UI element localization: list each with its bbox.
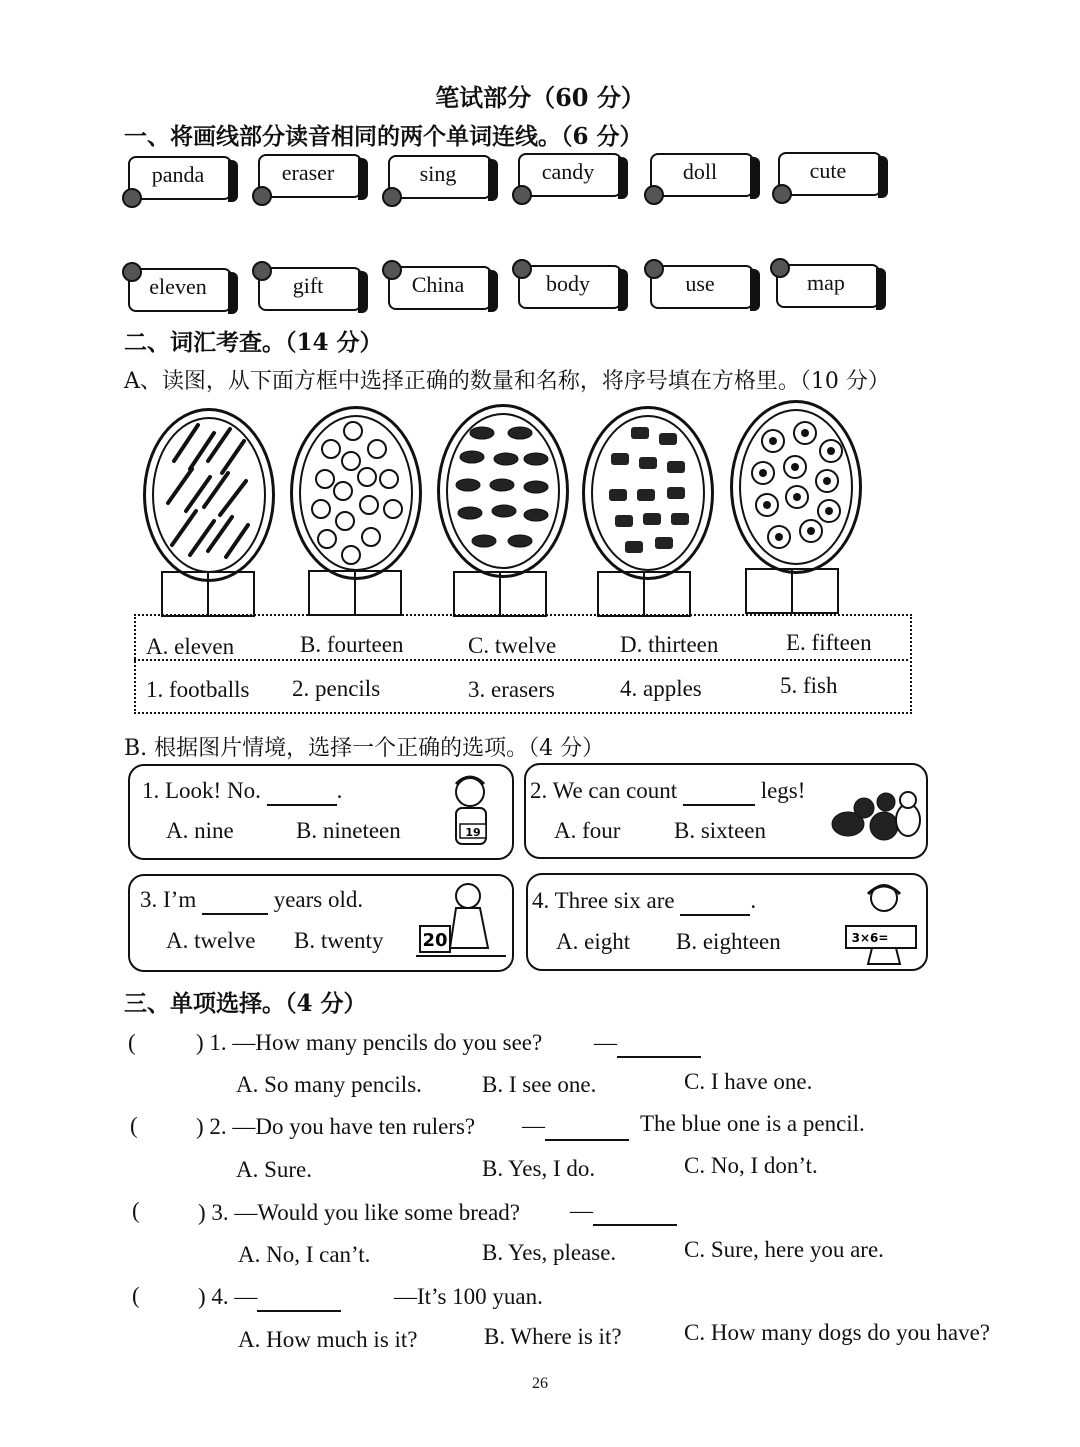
word-label: gift [292,273,324,298]
word-label: candy [541,159,595,184]
question-end: years old. [273,887,364,912]
question-lead: 2. We can count [530,778,678,803]
mcq-question-1: ) 1. —How many pencils do you see? [196,1030,543,1055]
mcq2-option-b: B. Yes, I do. [482,1156,596,1181]
mcq1-option-a: A. So many pencils. [236,1072,422,1097]
options-divider [134,659,908,661]
question-end: legs! [760,778,806,803]
apples-picture [290,406,422,580]
name-option-5: 5. fish [780,673,838,698]
option-b: B. nineteen [296,818,401,843]
animals-illustration [828,784,922,848]
question-end: . [750,888,757,913]
mcq4-option-a: A. How much is it? [238,1327,418,1352]
mcq3-option-c: C. Sure, here you are. [684,1237,884,1262]
word-label: China [411,272,465,297]
mcq4-option-c: C. How many dogs do you have? [684,1320,990,1345]
word-label: map [807,270,845,295]
reply-dash: — [594,1030,617,1055]
option-a: A. eight [556,929,631,954]
option-b: B. eighteen [676,929,781,954]
connect-dot[interactable] [122,262,142,282]
connect-dot[interactable] [512,185,532,205]
connect-dot[interactable] [512,259,532,279]
eraser-icons [585,409,711,577]
word-card-bottom-2[interactable] [258,267,366,311]
section1-heading: 一、将画线部分读音相同的两个单词连线。（6 分） [124,123,643,150]
mcq-question-4 [198,1284,341,1312]
number-option-b: B. fourteen [300,632,404,657]
answer-blank[interactable] [593,1198,677,1226]
question-text [140,887,363,915]
connect-dot[interactable] [122,188,142,208]
birthday-man-illustration [416,878,506,966]
erasers-picture [582,406,714,580]
partB-instruction: B. 根据图片情境，选择一个正确的选项。（4 分） [124,736,605,761]
word-label: cute [809,158,847,183]
mcq1-option-b: B. I see one. [482,1072,597,1097]
word-label: panda [151,162,205,187]
question-text [530,778,805,806]
word-card-bottom-5[interactable] [650,265,758,309]
answer-paren: ( [128,1030,136,1055]
word-label: use [685,271,715,296]
answer-boxes-2[interactable] [308,570,402,616]
connect-dot[interactable] [382,260,402,280]
option-a: A. four [554,818,621,843]
number-option-e: E. fifteen [786,630,872,655]
answer-paren: ( [130,1113,138,1138]
section2-heading: 二、词汇考查。（14 分） [124,329,383,356]
answer-paren: ( [132,1283,140,1308]
section3-heading: 三、单项选择。（4 分） [124,990,367,1017]
word-card-top-1[interactable] [128,156,236,200]
name-option-3: 3. erasers [468,677,555,702]
connect-dot[interactable] [252,186,272,206]
mcq-question-2: ) 2. —Do you have ten rulers? [196,1114,476,1139]
pencil-icons [146,411,272,579]
word-card-top-2[interactable] [258,154,366,198]
mcq2-option-c: C. No, I don’t. [684,1153,818,1178]
question-lead: 4. Three six are [532,888,675,913]
page-title: 笔试部分（60 分） [435,83,645,112]
word-card-top-3[interactable] [388,155,496,199]
name-option-1: 1. footballs [146,677,250,702]
answer-blank[interactable] [267,778,337,806]
mcq2-option-a: A. Sure. [236,1157,313,1182]
answer-blank[interactable] [257,1284,341,1312]
apple-icons [293,409,419,577]
answer-boxes-4[interactable] [597,571,691,617]
football-icons [733,403,859,571]
question-text [142,778,342,806]
option-b: B. sixteen [674,818,766,843]
question-text [532,888,756,916]
connect-dot[interactable] [252,261,272,281]
answer-blank[interactable] [545,1113,629,1141]
fish-icons [440,407,566,575]
name-option-2: 2. pencils [292,676,381,701]
reply-dash: — [522,1113,545,1138]
page-number: 26 [532,1375,548,1392]
reply-dash: — [570,1198,593,1223]
option-b: B. twenty [294,928,384,953]
question-end: . [336,778,343,803]
number-option-d: D. thirteen [620,632,719,657]
number-option-c: C. twelve [468,633,557,658]
question-lead: ) 4. — [198,1284,258,1309]
runner-boy-illustration [440,772,504,852]
answer-boxes-1[interactable] [161,571,255,617]
answer-blank[interactable] [617,1030,701,1058]
word-card-bottom-4[interactable] [518,265,626,309]
word-label: sing [419,161,457,186]
partA-instruction: A、读图，从下面方框中选择正确的数量和名称，将序号填在方格里。（10 分） [124,369,890,394]
connect-dot[interactable] [644,259,664,279]
word-label: eraser [281,160,335,185]
board-text: 3×6= [851,931,889,945]
mcq2-followup: The blue one is a pencil. [640,1111,865,1136]
fish-picture [437,404,569,578]
mcq3-option-a: A. No, I can’t. [238,1242,371,1267]
word-card-top-6[interactable] [778,152,886,196]
connect-dot[interactable] [644,185,664,205]
word-label: doll [682,159,718,184]
reply-line [594,1030,701,1058]
word-card-bottom-1[interactable] [128,268,236,312]
pencils-picture [143,408,275,582]
mcq4-reply: —It’s 100 yuan. [394,1284,543,1309]
connect-dot[interactable] [382,187,402,207]
word-label: eleven [149,274,207,299]
word-card-bottom-6[interactable] [776,264,884,308]
answer-blank[interactable] [683,778,755,806]
option-a: A. twelve [166,928,256,953]
mcq4-option-b: B. Where is it? [484,1324,622,1349]
reply-line [570,1198,677,1226]
answer-blank[interactable] [680,888,750,916]
answer-boxes-5[interactable] [745,568,839,614]
name-option-4: 4. apples [620,676,702,701]
footballs-picture [730,400,862,574]
mcq-question-3: ) 3. —Would you like some bread? [198,1200,520,1225]
cake-number: 20 [422,930,448,951]
word-card-top-4[interactable] [518,153,626,197]
option-a: A. nine [166,818,234,843]
question-lead: 1. Look! No. [142,778,261,803]
mcq3-option-b: B. Yes, please. [482,1240,617,1265]
word-label: body [546,271,590,296]
answer-paren: ( [132,1198,140,1223]
question-lead: 3. I’m [140,887,197,912]
badge-number: 19 [465,826,481,839]
word-card-bottom-3[interactable] [388,266,496,310]
number-option-a: A. eleven [146,634,235,659]
answer-boxes-3[interactable] [453,571,547,617]
reply-line [522,1113,629,1141]
mcq1-option-c: C. I have one. [684,1069,813,1094]
word-card-top-5[interactable] [650,153,758,197]
connect-dot[interactable] [772,184,792,204]
answer-blank[interactable] [202,887,268,915]
girl-blackboard-illustration [842,878,920,966]
connect-dot[interactable] [770,258,790,278]
